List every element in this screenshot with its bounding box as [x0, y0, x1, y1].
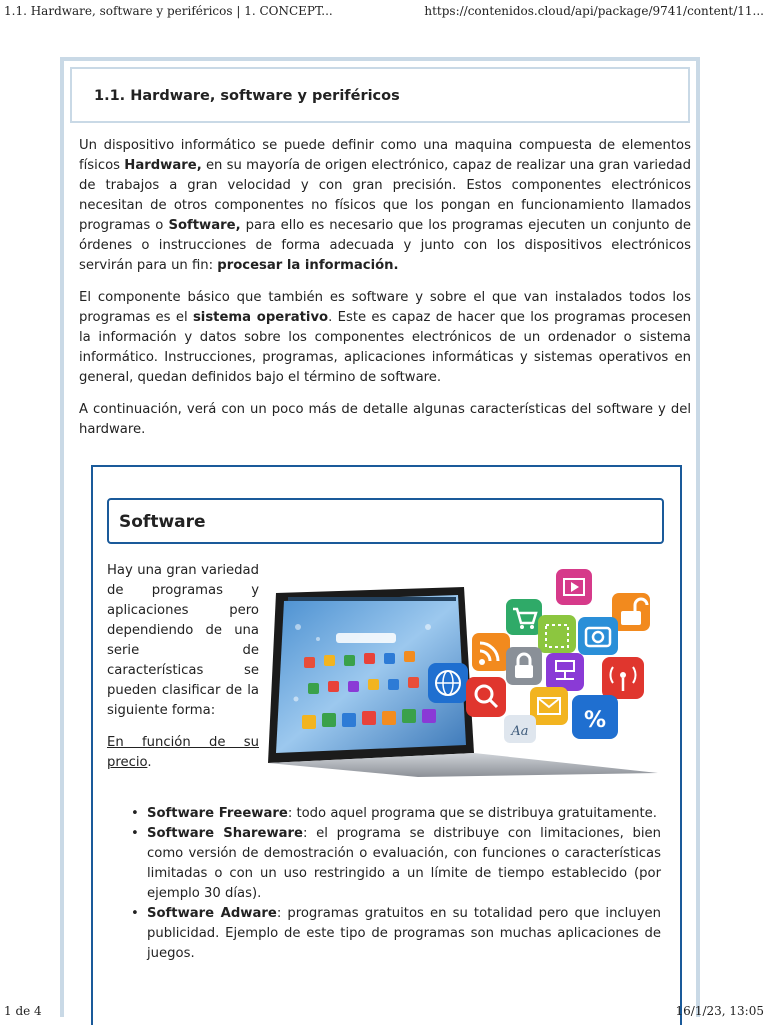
- adware-term: Software Adware: [147, 906, 277, 921]
- network-icon: [546, 653, 584, 691]
- adware-desc: : programas gratuitos en su totalidad pero que incluyen publicidad. Ejemplo de este tipo de programas son muchas aplicaciones de juegos.: [147, 906, 661, 961]
- list-item-freeware: [131, 804, 661, 824]
- print-timestamp: 16/1/23, 13:05: [675, 1004, 764, 1018]
- intro-p1-text-2: en su mayoría de origen electrónico, capaz de realizar una gran variedad de trabajos a gran velocidad y con gran precisión. Estos componentes electrónicos necesitan de otros componentes no físicos que los pongan en funcionamiento llamados programas o: [79, 158, 691, 233]
- intro-p1-text-3: para ello es necesario que los programas ejecuten un conjunto de órdenes o instrucciones de forma adecuada y junto con los dispositivos electrónicos servirán para un fin:: [79, 218, 692, 273]
- intro-text: [79, 136, 691, 452]
- font-icon: [504, 715, 536, 743]
- software-intro: [107, 561, 259, 785]
- intro-p2-text-1: El componente básico que también es software y sobre el que van instalados todos los programas es el: [79, 290, 691, 325]
- hardware-term: Hardware,: [124, 158, 202, 173]
- freeware-term: Software Freeware: [147, 806, 288, 821]
- intro-paragraph-1: [79, 136, 691, 276]
- percent-icon: [572, 695, 618, 739]
- sistema-operativo-term: sistema operativo: [192, 310, 329, 325]
- cart-icon: [506, 599, 542, 635]
- list-item-shareware: [131, 824, 661, 904]
- section-title: 1.1. Hardware, software y periféricos: [94, 88, 400, 104]
- shareware-desc: : el programa se distribuye con limitaciones, bien como versión de demostración o evaluación, con funciones o características limitadas o con un uso restringido a un límite de tiempo establecido (por ejemplo 30 días).: [147, 826, 661, 901]
- rss-icon: [472, 633, 510, 671]
- software-intro-text: Hay una gran variedad de programas y aplicaciones pero dependiendo de una serie de características se pueden clasificar de la siguiente forma:: [107, 563, 259, 718]
- video-icon: [556, 569, 592, 605]
- percent-glyph: %: [583, 708, 607, 733]
- freeware-desc: : todo aquel programa que se distribuya gratuitamente.: [287, 806, 657, 821]
- software-title: Software: [119, 512, 206, 532]
- software-term: Software,: [168, 218, 241, 233]
- puzzle-icon: [538, 615, 576, 653]
- software-subheading: En función de su precio: [107, 735, 259, 770]
- print-header: [0, 0, 768, 22]
- intro-paragraph-3: A continuación, verá con un poco más de detalle algunas características del software y del hardware.: [79, 402, 691, 437]
- software-section: [91, 465, 682, 1025]
- software-subheading-line: [107, 733, 259, 773]
- subheading-suffix: .: [147, 755, 152, 770]
- software-apps-illustration: [268, 567, 658, 777]
- print-header-url: https://contenidos.cloud/api/package/9741/content/11...: [424, 4, 764, 18]
- procesar-term: procesar la información.: [217, 258, 399, 273]
- software-title-box: [107, 498, 664, 544]
- camera-icon: [578, 617, 618, 655]
- shareware-term: Software Shareware: [147, 826, 303, 841]
- page-counter: 1 de 4: [4, 1004, 42, 1018]
- lock-icon: [506, 647, 542, 685]
- content-frame: [60, 57, 700, 1017]
- font-icon-text: Aa: [511, 724, 529, 739]
- section-title-box: [70, 67, 690, 123]
- print-header-title: 1.1. Hardware, software y periféricos | 1. CONCEPT...: [4, 4, 333, 18]
- intro-paragraph-2: [79, 288, 691, 388]
- print-footer: [0, 1002, 768, 1024]
- search-icon: [466, 677, 506, 717]
- intro-p1-text-1: Un dispositivo informático se puede definir como una maquina compuesta de elementos físicos: [79, 138, 691, 173]
- intro-p2-text-2: . Este es capaz de hacer que los programas procesen la información y datos sobre los componentes electrónicos de un ordenador o sistema informático. Instrucciones, programas, aplicaciones informáticas y sistemas operativos en general, quedan definidos bajo el término de software.: [79, 310, 691, 385]
- globe-icon: [428, 663, 468, 703]
- software-price-list: [131, 804, 661, 964]
- broadcast-icon: [602, 657, 644, 699]
- list-item-adware: [131, 904, 661, 964]
